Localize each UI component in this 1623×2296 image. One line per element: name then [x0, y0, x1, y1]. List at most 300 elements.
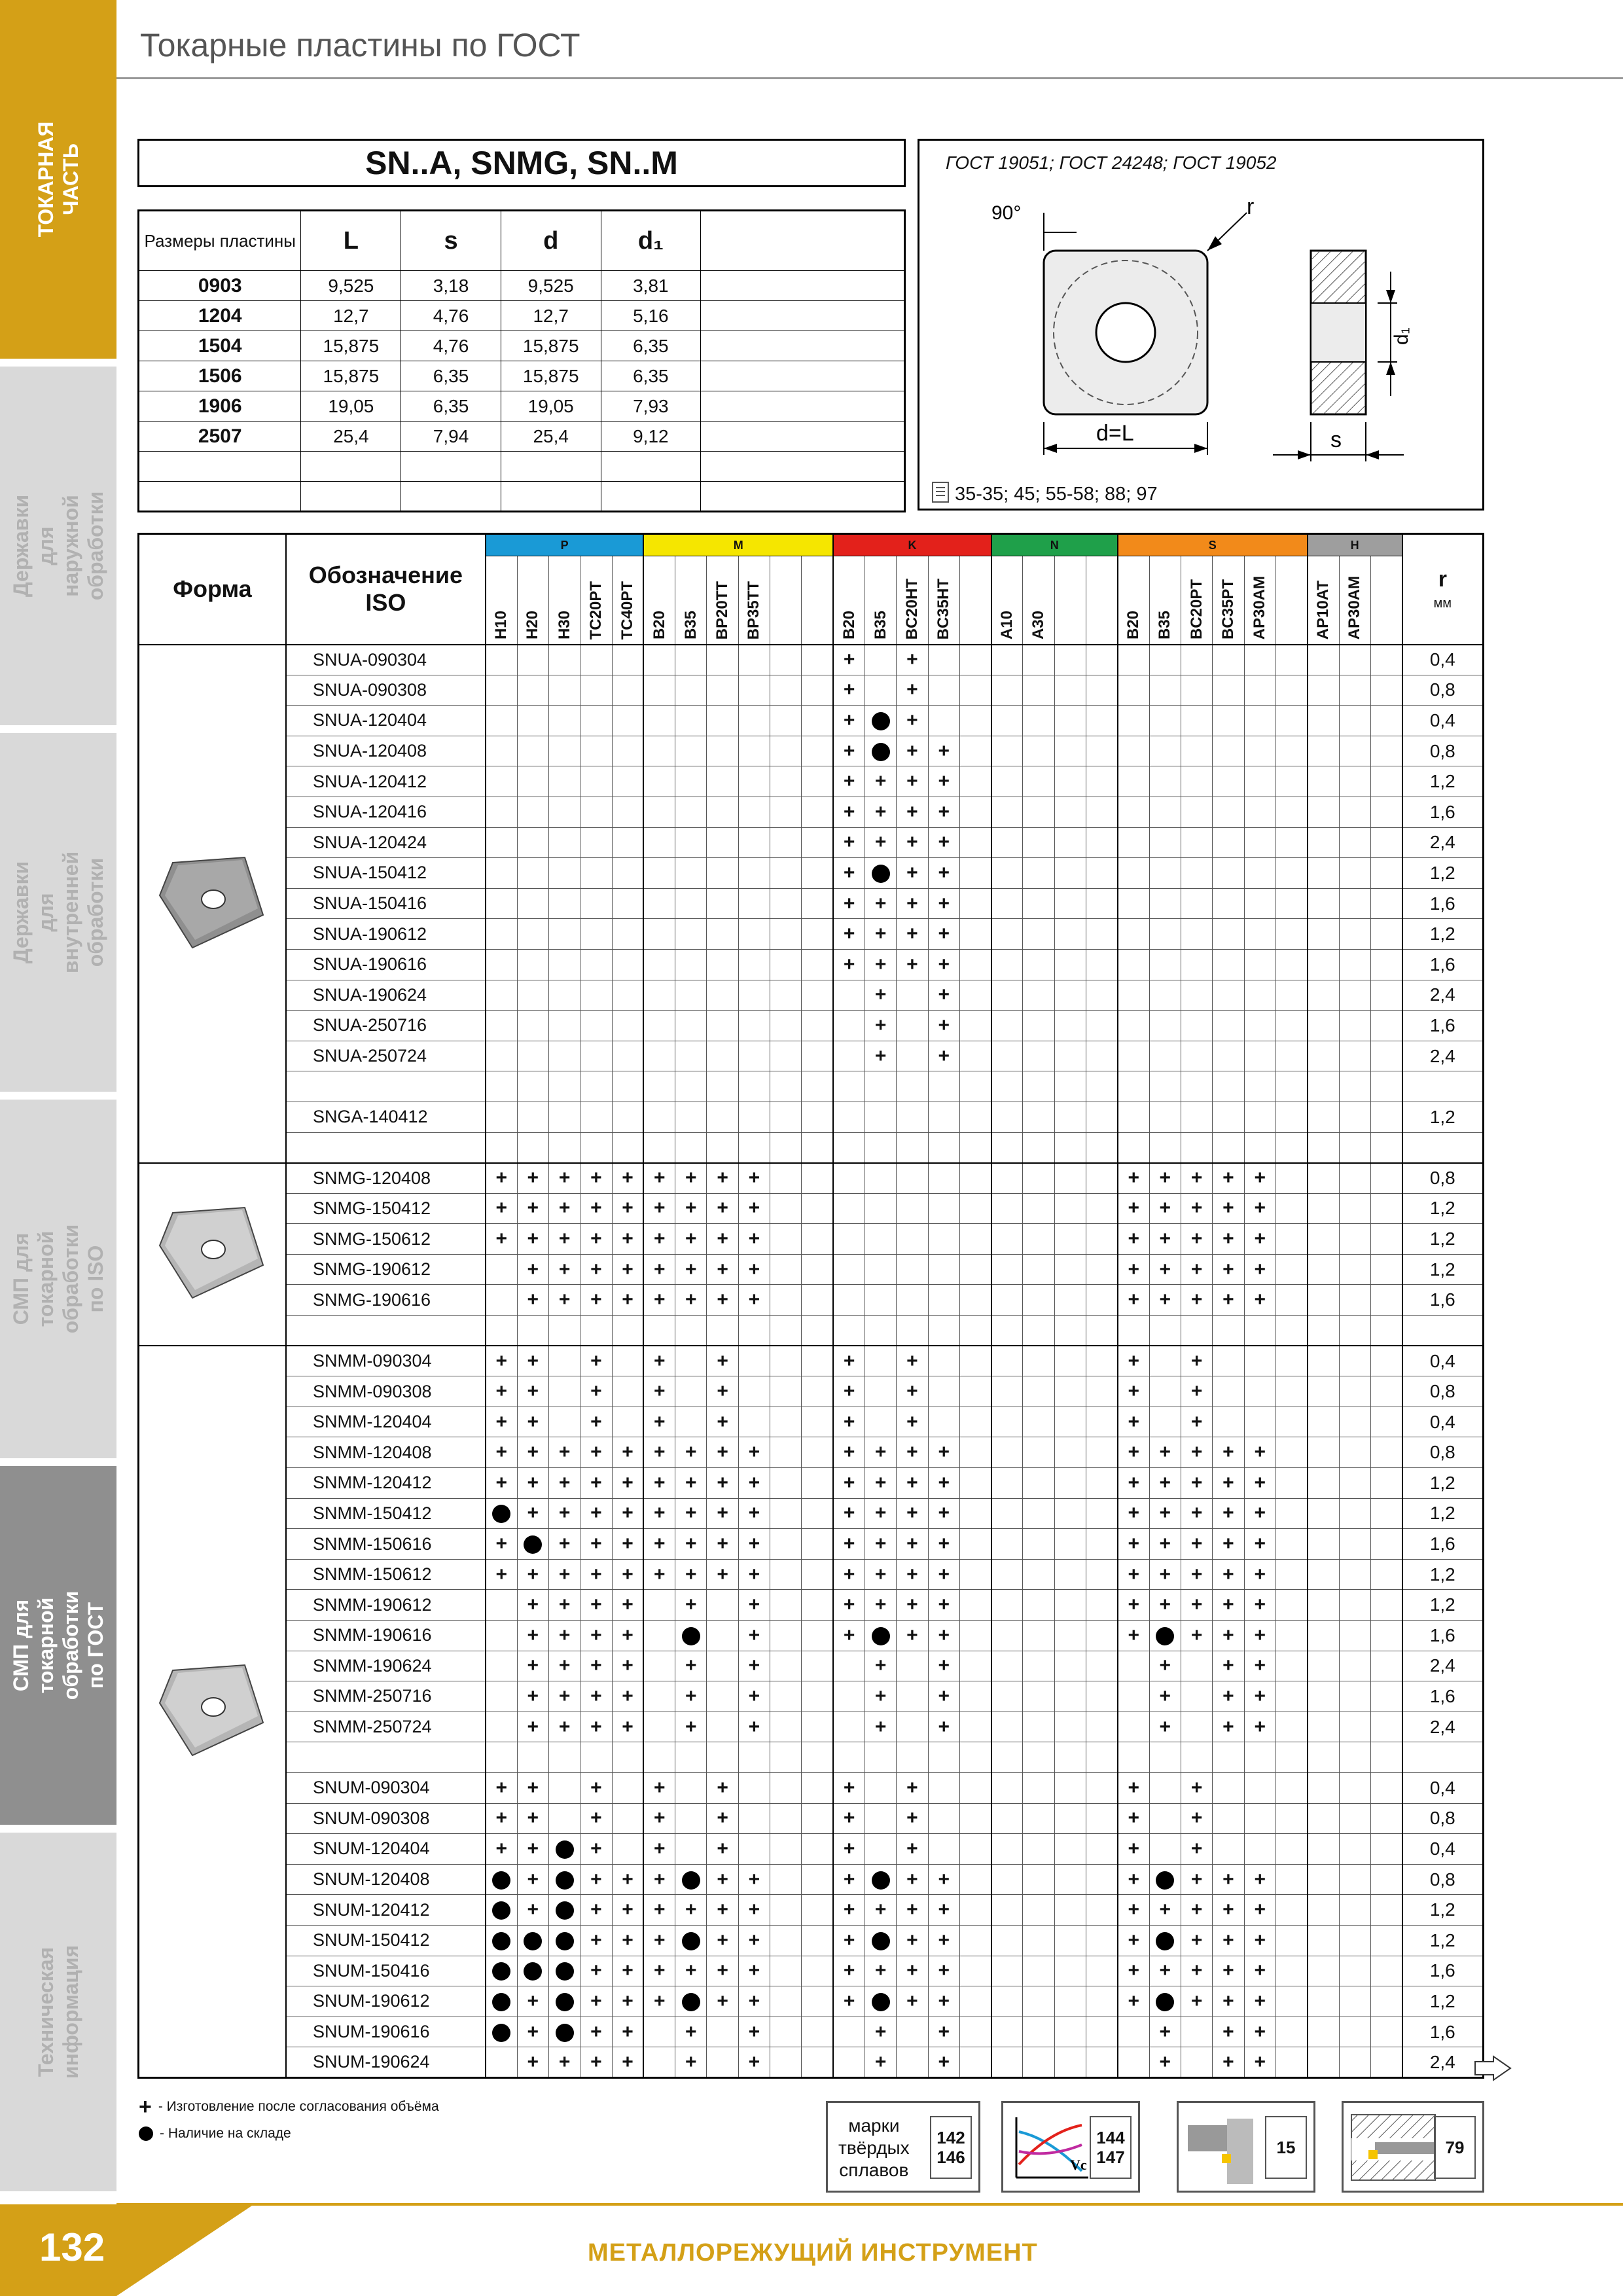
insert-row: [139, 980, 1484, 1011]
plus-mark: +: [590, 1471, 602, 1494]
dim-header: s: [401, 211, 501, 271]
plus-mark: +: [1222, 1258, 1234, 1280]
iso-code: SNMG-190616: [286, 1285, 486, 1316]
availability-cell: [1054, 1925, 1086, 1956]
availability-cell: [548, 736, 580, 766]
availability-cell: [833, 1498, 865, 1529]
plus-mark: +: [527, 1197, 539, 1219]
plus-mark: +: [874, 2051, 887, 2073]
availability-cell: [959, 1071, 991, 1102]
material-group-S: S: [1118, 534, 1308, 556]
side-tab-2[interactable]: [0, 733, 116, 1096]
availability-cell: [1023, 1254, 1054, 1285]
availability-cell: [802, 1864, 833, 1895]
availability-cell: [1339, 980, 1370, 1011]
availability-cell: [802, 1681, 833, 1712]
availability-cell: [1149, 1803, 1181, 1834]
availability-cell: [1244, 2017, 1275, 2047]
availability-cell: [1339, 888, 1370, 919]
side-tab-4[interactable]: [0, 1466, 116, 1829]
side-tab-5[interactable]: [0, 1833, 116, 2195]
plus-mark: +: [843, 1441, 855, 1463]
material-group-M: M: [643, 534, 833, 556]
availability-cell: [865, 706, 897, 736]
availability-cell: [833, 1621, 865, 1651]
availability-cell: [738, 1772, 770, 1803]
stock-dot-icon: [1156, 1932, 1174, 1950]
grade-header: [1244, 556, 1275, 645]
plus-mark: +: [685, 1685, 697, 1707]
availability-cell: [959, 1346, 991, 1376]
plus-mark: +: [843, 1960, 855, 1982]
radius-value: 0,4: [1402, 645, 1484, 675]
availability-cell: [1149, 1956, 1181, 1986]
availability-cell: [1118, 1041, 1149, 1071]
stock-dot-icon: [872, 1871, 890, 1890]
availability-cell: [1244, 1316, 1275, 1346]
availability-cell: [833, 1224, 865, 1255]
availability-cell: [675, 888, 707, 919]
legend-dot: [139, 2126, 291, 2142]
availability-cell: [1275, 1681, 1307, 1712]
radius-value: 0,8: [1402, 1437, 1484, 1468]
availability-cell: [1308, 766, 1339, 797]
availability-cell: [1149, 1590, 1181, 1621]
dim-cell: [401, 452, 501, 482]
plus-mark: +: [906, 1502, 918, 1524]
availability-cell: [865, 1316, 897, 1346]
availability-cell: [675, 1071, 707, 1102]
plus-mark: +: [1128, 1441, 1140, 1463]
availability-cell: [517, 1437, 548, 1468]
availability-cell: [612, 1163, 643, 1194]
grade-label: H30: [555, 611, 573, 640]
availability-cell: [1370, 919, 1402, 950]
nav-box-grades[interactable]: [826, 2101, 980, 2193]
plus-mark: +: [1128, 1380, 1140, 1403]
availability-cell: [1275, 1803, 1307, 1834]
availability-cell: [486, 980, 517, 1011]
availability-cell: [1244, 1590, 1275, 1621]
availability-cell: [517, 1011, 548, 1041]
availability-cell: [707, 766, 738, 797]
nav-grades-label: марки твёрдых сплавов: [838, 2115, 910, 2180]
insert-row: [139, 1316, 1484, 1346]
plus-mark: +: [590, 1868, 602, 1890]
availability-cell: [1275, 1895, 1307, 1926]
availability-cell: [707, 1956, 738, 1986]
nav-box-external-holders[interactable]: [1177, 2101, 1315, 2193]
availability-cell: [1149, 1254, 1181, 1285]
availability-cell: [1149, 1681, 1181, 1712]
availability-cell: [1213, 1102, 1244, 1132]
availability-cell: [1023, 1437, 1054, 1468]
availability-cell: [959, 1621, 991, 1651]
availability-cell: [612, 1925, 643, 1956]
availability-cell: [865, 1163, 897, 1194]
availability-cell: [738, 888, 770, 919]
availability-cell: [833, 1895, 865, 1926]
availability-cell: [959, 1163, 991, 1194]
plus-mark: +: [748, 1563, 760, 1585]
availability-cell: [802, 1712, 833, 1742]
availability-cell: [580, 1651, 612, 1681]
radius-value: 0,8: [1402, 1376, 1484, 1407]
availability-cell: [959, 1498, 991, 1529]
radius-header-label: r: [1438, 567, 1447, 592]
availability-cell: [517, 1071, 548, 1102]
availability-cell: [1086, 766, 1118, 797]
availability-cell: [770, 1163, 802, 1194]
stock-dot-icon: [872, 1993, 890, 2011]
plus-mark: +: [874, 770, 887, 793]
availability-cell: [1054, 919, 1086, 950]
insert-row: [139, 1376, 1484, 1407]
availability-cell: [833, 1956, 865, 1986]
availability-cell: [959, 736, 991, 766]
availability-cell: [959, 1864, 991, 1895]
availability-cell: [991, 1864, 1023, 1895]
continue-arrow-icon[interactable]: [1474, 2055, 1513, 2081]
availability-cell: [865, 1712, 897, 1742]
dim-cell-empty: [701, 301, 905, 331]
availability-cell: [991, 1529, 1023, 1560]
availability-cell: [675, 980, 707, 1011]
availability-cell: [959, 888, 991, 919]
dim-cell-empty: [701, 482, 905, 512]
availability-cell: [959, 1834, 991, 1865]
plus-mark: +: [527, 1258, 539, 1280]
availability-cell: [738, 827, 770, 858]
availability-cell: [770, 827, 802, 858]
availability-cell: [580, 1498, 612, 1529]
availability-cell: [1118, 1407, 1149, 1437]
availability-cell: [707, 1712, 738, 1742]
availability-cell: [580, 1285, 612, 1316]
availability-cell: [928, 1529, 959, 1560]
availability-cell: [802, 1986, 833, 2017]
plus-mark: +: [527, 1868, 539, 1890]
availability-cell: [1275, 1621, 1307, 1651]
availability-cell: [548, 1011, 580, 1041]
availability-cell: [517, 1712, 548, 1742]
iso-code: SNUM-120412: [286, 1895, 486, 1926]
material-group-N: N: [991, 534, 1118, 556]
availability-cell: [1275, 1041, 1307, 1071]
availability-cell: [1118, 1163, 1149, 1194]
grade-label: AP30AM: [1346, 576, 1364, 640]
availability-cell: [802, 1498, 833, 1529]
availability-cell: [897, 1011, 928, 1041]
availability-cell: [1339, 1712, 1370, 1742]
grade-header: [1275, 556, 1307, 645]
grade-header: [675, 556, 707, 645]
availability-cell: [959, 1590, 991, 1621]
dim-cell: 9,525: [301, 271, 401, 301]
availability-cell: [675, 1254, 707, 1285]
availability-cell: [548, 675, 580, 706]
internal-holder-icon: [1349, 2112, 1438, 2184]
plus-mark: +: [717, 1441, 728, 1463]
plus-mark: +: [717, 1533, 728, 1555]
plus-mark: +: [938, 1990, 950, 2012]
side-tab-3[interactable]: [0, 1100, 116, 1462]
availability-cell: [548, 1590, 580, 1621]
availability-cell: [1054, 1559, 1086, 1590]
page-number: 132: [39, 2225, 105, 2269]
nav-box-internal-holders[interactable]: [1342, 2101, 1484, 2193]
dim-cell: 19,05: [301, 391, 401, 422]
availability-cell: [833, 706, 865, 736]
availability-cell: [770, 1498, 802, 1529]
availability-cell: [865, 1559, 897, 1590]
availability-cell: [991, 1925, 1023, 1956]
availability-cell: [675, 1956, 707, 1986]
availability-cell: [833, 1559, 865, 1590]
availability-cell: [897, 1712, 928, 1742]
availability-cell: [548, 888, 580, 919]
nav-box-cutting-data[interactable]: [1001, 2101, 1140, 2193]
availability-cell: [833, 1651, 865, 1681]
plus-mark: +: [1222, 1960, 1234, 1982]
side-tab-label: Державки для наружной обработки: [9, 491, 107, 601]
plus-mark: +: [654, 1990, 666, 2012]
availability-cell: [928, 919, 959, 950]
plus-mark: +: [495, 1776, 507, 1799]
plus-mark: +: [717, 1410, 728, 1433]
availability-cell: [1244, 797, 1275, 827]
availability-cell: [1181, 1742, 1212, 1773]
availability-cell: [738, 1559, 770, 1590]
availability-cell: [833, 1864, 865, 1895]
availability-cell: [643, 1742, 675, 1773]
iso-code: SNMM-190624: [286, 1651, 486, 1681]
footer-line: [116, 2203, 1623, 2206]
stock-dot-icon: [682, 1932, 700, 1950]
availability-cell: [548, 1498, 580, 1529]
radius-value: 1,2: [1402, 1193, 1484, 1224]
plus-mark: +: [1128, 1594, 1140, 1616]
availability-cell: [833, 1925, 865, 1956]
side-tab-label: Державки для внутренней обработки: [9, 851, 108, 974]
availability-cell: [865, 1895, 897, 1926]
availability-cell: [1213, 1132, 1244, 1163]
availability-cell: [928, 980, 959, 1011]
availability-cell: [738, 2047, 770, 2078]
availability-cell: [580, 706, 612, 736]
availability-cell: [738, 1163, 770, 1194]
plus-mark: +: [717, 1167, 728, 1189]
availability-cell: [643, 1895, 675, 1926]
plus-mark: +: [717, 1350, 728, 1372]
availability-cell: [1086, 888, 1118, 919]
plus-mark: +: [590, 1807, 602, 1829]
side-tab-0[interactable]: [0, 0, 116, 363]
dim-cell: [601, 482, 701, 512]
plus-mark: +: [906, 1471, 918, 1494]
availability-cell: [1149, 1651, 1181, 1681]
availability-cell: [1308, 827, 1339, 858]
availability-cell: [1339, 949, 1370, 980]
availability-cell: [612, 1407, 643, 1437]
plus-mark: +: [1222, 1533, 1234, 1555]
availability-cell: [1086, 1986, 1118, 2017]
availability-cell: [1181, 797, 1212, 827]
availability-cell: [991, 2017, 1023, 2047]
availability-cell: [1370, 1742, 1402, 1773]
availability-cell: [486, 1041, 517, 1071]
availability-cell: [1308, 1224, 1339, 1255]
availability-cell: [580, 1590, 612, 1621]
availability-cell: [486, 1772, 517, 1803]
availability-cell: [1086, 1590, 1118, 1621]
availability-cell: [897, 1864, 928, 1895]
plus-mark: +: [1128, 1899, 1140, 1921]
availability-cell: [1054, 888, 1086, 919]
availability-cell: [1244, 1895, 1275, 1926]
availability-cell: [1244, 1986, 1275, 2017]
availability-cell: [580, 1132, 612, 1163]
availability-cell: [1213, 1986, 1244, 2017]
plus-mark: +: [717, 1563, 728, 1585]
availability-cell: [1244, 706, 1275, 736]
dim-row: [139, 301, 905, 331]
availability-cell: [1308, 980, 1339, 1011]
availability-cell: [833, 1163, 865, 1194]
radius-value: 1,6: [1402, 1285, 1484, 1316]
availability-cell: [1023, 675, 1054, 706]
availability-cell: [991, 1254, 1023, 1285]
plus-mark: +: [558, 1594, 571, 1616]
availability-cell: [1213, 1864, 1244, 1895]
radius-value: 1,2: [1402, 1498, 1484, 1529]
plus-mark: +: [1222, 1685, 1234, 1707]
availability-cell: [865, 1224, 897, 1255]
stock-dot-icon: [556, 1993, 574, 2011]
availability-cell: [1244, 1437, 1275, 1468]
availability-cell: [1339, 1163, 1370, 1194]
plus-mark: +: [527, 1350, 539, 1372]
external-holder-icon: [1185, 2112, 1270, 2184]
plus-mark: +: [938, 1045, 950, 1067]
availability-cell: [1308, 1316, 1339, 1346]
plus-mark: +: [558, 1167, 571, 1189]
availability-cell: [897, 766, 928, 797]
plus-mark: +: [654, 1868, 666, 1890]
availability-cell: [486, 1864, 517, 1895]
plus-mark: +: [938, 800, 950, 823]
plus-mark: +: [590, 1776, 602, 1799]
availability-cell: [1339, 1224, 1370, 1255]
availability-cell: [1118, 1712, 1149, 1742]
availability-cell: [517, 2047, 548, 2078]
dim-cell-empty: [701, 271, 905, 301]
plus-mark: +: [1222, 1441, 1234, 1463]
availability-cell: [1339, 1895, 1370, 1926]
availability-cell: [612, 2047, 643, 2078]
plus-mark: +: [558, 1471, 571, 1494]
plus-mark: +: [748, 1502, 760, 1524]
availability-cell: [1149, 1316, 1181, 1346]
availability-cell: [1023, 1285, 1054, 1316]
dim-cell: 0903: [139, 271, 301, 301]
availability-cell: [486, 1895, 517, 1926]
availability-cell: [1054, 1316, 1086, 1346]
availability-cell: [865, 736, 897, 766]
availability-cell: [738, 1712, 770, 1742]
availability-cell: [959, 1254, 991, 1285]
availability-cell: [1370, 1864, 1402, 1895]
availability-cell: [548, 1681, 580, 1712]
availability-cell: [1023, 1742, 1054, 1773]
plus-mark: +: [843, 953, 855, 975]
iso-code: SNUA-120424: [286, 827, 486, 858]
availability-cell: [1308, 736, 1339, 766]
plus-mark: +: [1222, 1228, 1234, 1250]
availability-cell: [643, 1956, 675, 1986]
availability-cell: [548, 1742, 580, 1773]
availability-cell: [675, 1834, 707, 1865]
availability-cell: [770, 1772, 802, 1803]
availability-cell: [1086, 1772, 1118, 1803]
availability-cell: [1118, 827, 1149, 858]
plus-mark: +: [622, 1929, 633, 1951]
availability-cell: [770, 919, 802, 950]
availability-cell: [1275, 1224, 1307, 1255]
plus-mark: +: [748, 1594, 760, 1616]
availability-cell: [928, 1895, 959, 1926]
plus-mark: +: [906, 1868, 918, 1890]
iso-code: SNMM-120408: [286, 1437, 486, 1468]
availability-cell: [770, 1529, 802, 1560]
availability-cell: [707, 1803, 738, 1834]
availability-cell: [802, 797, 833, 827]
availability-cell: [486, 1529, 517, 1560]
plus-mark: +: [558, 1655, 571, 1677]
availability-cell: [1086, 1742, 1118, 1773]
grade-header: [991, 556, 1023, 645]
plus-mark: +: [906, 1807, 918, 1829]
plus-mark: +: [1254, 1471, 1266, 1494]
availability-cell: [959, 827, 991, 858]
side-tab-1[interactable]: [0, 367, 116, 729]
availability-cell: [802, 1376, 833, 1407]
availability-cell: [1275, 1925, 1307, 1956]
availability-cell: [675, 1529, 707, 1560]
availability-cell: [770, 1681, 802, 1712]
availability-cell: [738, 1986, 770, 2017]
availability-cell: [1181, 980, 1212, 1011]
availability-cell: [1244, 766, 1275, 797]
plus-mark: +: [685, 1594, 697, 1616]
availability-cell: [707, 980, 738, 1011]
plus-mark: +: [906, 1380, 918, 1403]
grade-label: BP35TT: [745, 581, 763, 640]
availability-cell: [1275, 1193, 1307, 1224]
availability-cell: [959, 1742, 991, 1773]
nav-internal-holders-pages: 79: [1434, 2116, 1476, 2179]
availability-cell: [1118, 1864, 1149, 1895]
availability-cell: [1370, 1712, 1402, 1742]
availability-cell: [517, 1132, 548, 1163]
plus-mark: +: [558, 1563, 571, 1585]
radius-value: 0,4: [1402, 1407, 1484, 1437]
availability-cell: [1149, 706, 1181, 736]
availability-cell: [897, 675, 928, 706]
availability-cell: [675, 1986, 707, 2017]
plus-mark: +: [906, 1960, 918, 1982]
availability-cell: [1086, 1102, 1118, 1132]
